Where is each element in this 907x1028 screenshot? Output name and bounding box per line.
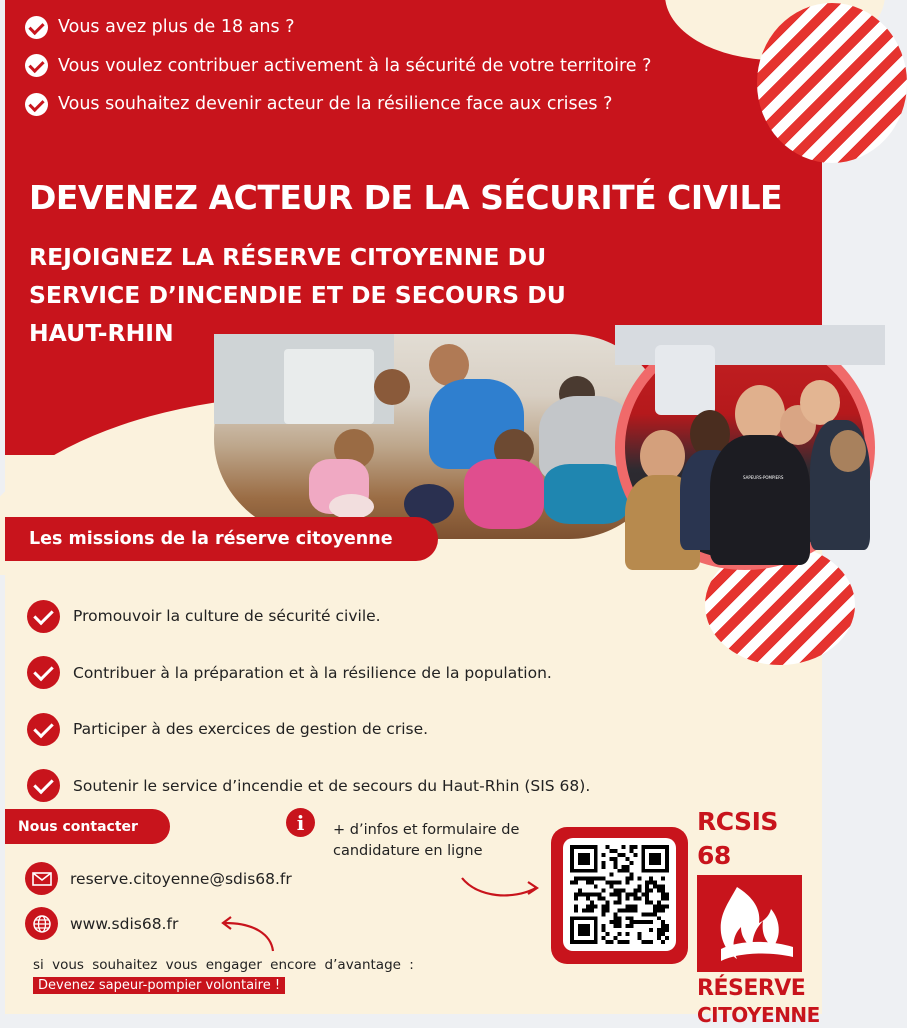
email-link[interactable]: reserve.citoyenne@sdis68.fr xyxy=(70,869,292,888)
logo-title: RCSIS 68 xyxy=(697,807,778,870)
missions-title: Les missions de la réserve citoyenne xyxy=(5,517,438,561)
contact-website[interactable] xyxy=(25,907,178,940)
firefighters-photo xyxy=(615,325,875,570)
qr-code-frame[interactable] xyxy=(551,827,688,964)
check-icon xyxy=(27,656,60,689)
contact-title: Nous contacter xyxy=(5,809,170,844)
arrow-icon xyxy=(458,868,543,908)
check-icon xyxy=(27,713,60,746)
subheadline-line: HAUT-RHIN xyxy=(29,319,174,347)
question-item xyxy=(25,8,651,47)
mail-icon xyxy=(25,862,58,895)
globe-icon xyxy=(25,907,58,940)
mission-item xyxy=(27,645,590,702)
mission-item xyxy=(27,758,590,815)
engage-text: si vous souhaitez vous engager encore d’avantage : xyxy=(33,957,414,973)
question-item xyxy=(25,85,651,124)
decor-stripes-top xyxy=(757,3,907,163)
mission-item xyxy=(27,588,590,645)
mission-text: Soutenir le service d’incendie et de secours du Haut-Rhin (SIS 68). xyxy=(73,776,591,795)
website-link[interactable]: www.sdis68.fr xyxy=(70,914,179,933)
info-text xyxy=(333,820,548,862)
check-icon xyxy=(27,600,60,633)
poster xyxy=(5,0,822,1027)
mission-item xyxy=(27,701,590,758)
headline: DEVENEZ ACTEUR DE LA SÉCURITÉ CIVILE xyxy=(29,178,783,217)
question-item xyxy=(25,47,651,86)
volunteer-link[interactable]: Devenez sapeur-pompier volontaire ! xyxy=(33,977,285,994)
arrow-icon xyxy=(215,915,280,955)
question-text: Vous avez plus de 18 ans ? xyxy=(58,17,295,38)
logo-subtitle: CITOYENNE xyxy=(697,1003,820,1027)
logo-subtitle: RÉSERVE xyxy=(697,976,806,1001)
info-icon: i xyxy=(286,808,315,837)
contact-email[interactable] xyxy=(25,862,292,895)
question-text: Vous souhaitez devenir acteur de la résilience face aux crises ? xyxy=(58,94,613,115)
info-line: candidature en ligne xyxy=(333,843,483,859)
mission-text: Contribuer à la préparation et à la résilience de la population. xyxy=(73,663,552,682)
flame-helmet-emblem xyxy=(697,875,802,972)
missions-list xyxy=(27,588,590,814)
mission-text: Participer à des exercices de gestion de crise. xyxy=(73,720,429,739)
uniform-badge: SAPEURS-POMPIERS xyxy=(743,475,784,480)
qr-code[interactable] xyxy=(563,838,676,951)
info-line: + d’infos et formulaire de xyxy=(333,822,520,838)
check-icon xyxy=(25,93,48,116)
question-text: Vous voulez contribuer activement à la sécurité de votre territoire ? xyxy=(58,55,652,76)
mission-text: Promouvoir la culture de sécurité civile. xyxy=(73,607,381,626)
check-icon xyxy=(25,54,48,77)
subheadline-line: REJOIGNEZ LA RÉSERVE CITOYENNE DU xyxy=(29,243,547,271)
training-photo xyxy=(214,334,669,539)
check-icon xyxy=(27,769,60,802)
check-icon xyxy=(25,16,48,39)
subheadline-line: SERVICE D’INCENDIE ET DE SECOURS DU xyxy=(29,281,566,309)
rcsis-logo xyxy=(697,805,820,1028)
eligibility-questions xyxy=(25,8,651,124)
